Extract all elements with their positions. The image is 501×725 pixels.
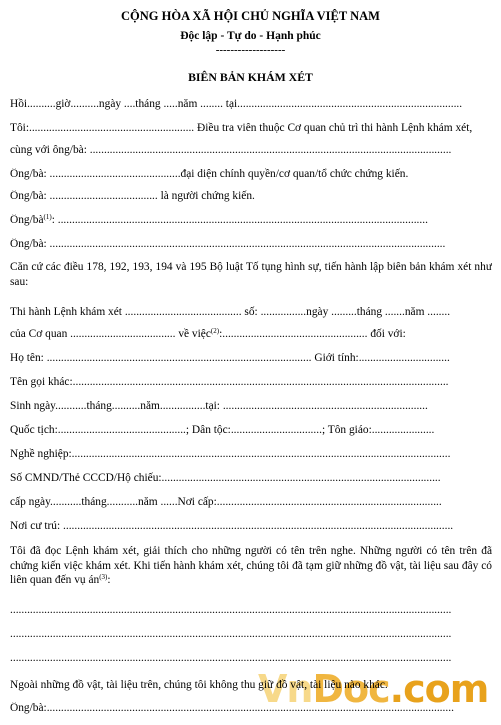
seized-items-paragraph: Tôi đã đọc Lệnh khám xét, giải thích cho những người có tên trên nghe. Những người có tên trên đã chứng kiến việc khám xét. Khi tiến hành khám xét, chúng tôi đã tạm giữ những đồ vật, tài liệu sau đây có liên quan đến vụ $án^{(3)}$: [10,545,492,586]
items-blank-line-3: ........................................................................................................................................................... [10,652,452,664]
search-order-line: Thi hành Lệnh khám xét ......................................... số: ................ngày .........tháng .......năm ........ [10,306,451,318]
motto: Độc lập - Tự do - Hạnh phúc [180,30,321,42]
legal-basis-paragraph: Căn cứ các điều 178, 192, 193, 194 và 195 Bộ luật Tố tụng hình sự, tiến hành lập biên bản khám xét như sau: [10,261,492,288]
document-title: BIÊN BẢN KHÁM XÉT [188,70,313,84]
full-name-line: Họ tên: ............................................................................................. Giới tính:................................ [10,352,450,364]
time-place-line: Hồi..........giờ..........ngày ....tháng .....năm ........ tại............................................................................... [10,98,463,110]
items-blank-line-1: ........................................................................................................................................................... [10,604,452,616]
birth-line: Sinh ngày...........tháng..........năm................tại: ........................................................................ [10,400,428,412]
person-line-2: Ông/bà: ........................................................................................................................................... [10,238,446,250]
person-line-1: Ông/$bà^{(1)}$: .................................................................................................................................. [10,214,428,226]
agency-case-line: của Cơ quan ..................................... về việc$^{(2)}$:................................................... đối với: [10,328,406,340]
vndoc-watermark-logo: VnDoc.com [258,667,489,711]
no-other-items-line: Ngoài những đồ vật, tài liệu trên, chúng tôi không thu giữ đồ vật, tài liệu nào khác. [10,679,388,691]
authority-representative-line: Ông/bà: ..............................................đại diện chính quyền/cơ quan/tổ chức chứng kiến. [10,168,409,180]
investigator-line: Tôi:.......................................................... Điều tra viên thuộc Cơ quan chủ trì thi hành Lệnh khám xét, [10,122,473,134]
issue-date-line: cấp ngày...........tháng...........năm ......Nơi cấp:............................................................................... [10,496,442,508]
accompanied-by-line: cùng với ông/bà: ............................................................................................................................... [10,144,452,156]
person-line-3: Ông/bà:............................................................................................................................................... [10,702,454,714]
nation-heading: CỘNG HÒA XÃ HỘI CHỦ NGHĨA VIỆT NAM [121,9,380,23]
items-blank-line-2: ........................................................................................................................................................... [10,628,452,640]
residence-line: Nơi cư trú: ......................................................................................................................................... [10,520,454,532]
nationality-line: Quốc tịch:.............................................; Dân tộc:................................; Tôn giáo:...................... [10,424,435,436]
alias-line: Tên gọi khác:.................................................................................................................................... [10,376,449,388]
occupation-line: Nghề nghiệp:..................................................................................................................................... [10,448,451,460]
divider: ------------------- [215,44,286,56]
id-number-line: Số CMND/Thẻ CCCD/Hộ chiếu:.................................................................................................. [10,472,441,484]
witness-line: Ông/bà: ...................................... là người chứng kiến. [10,190,255,202]
